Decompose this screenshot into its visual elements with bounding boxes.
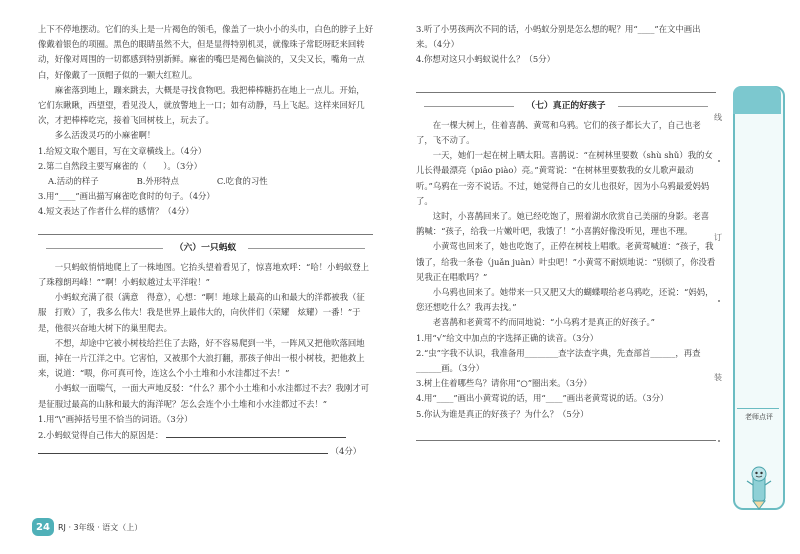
binding-label: 装	[714, 373, 722, 382]
question-2-options	[38, 174, 373, 189]
section-7-paragraph: 这时，小喜鹊回来了。她已经吃饱了，照着湖水欣赏自己美丽的身影。老喜鹊喊：“孩子，给我一片嫩叶吧，我饿了！”小喜鹊好像没听见，理也不理。	[416, 211, 710, 237]
section-7-question-5: 5.你认为谁是真正的好孩子？为什么？（5分）	[416, 408, 589, 419]
section-7-title: （七）真正的好孩子	[416, 99, 716, 114]
option-a: A.活动的样子	[48, 176, 99, 187]
section-6-question-2-cont: （4分）	[38, 443, 373, 459]
section-6-paragraph: 一只蚂蚁悄悄地爬上了一株地图。它抬头望着看见了，惊喜地欢呼：“哈！小蚂蚁登上了珠穆朗玛峰！”“啊！小蚂蚁越过太平洋啦！”	[38, 261, 369, 288]
option-c: C.吃食的习性	[216, 176, 268, 187]
section-6-question-1: 1.用“\”画掉括号里不恰当的词语。（3分）	[38, 413, 193, 424]
section-7-question-2: 2.“虫”字我不认识，我准备用________查字法查字典，先查部首______，再查______画。（3分）	[416, 347, 701, 374]
binding-dot	[718, 440, 720, 442]
binding-label: 线	[714, 113, 722, 122]
footer-grade-label: RJ · 3年级 · 语文（上）	[58, 522, 143, 532]
right-column	[416, 22, 716, 443]
option-b: B.外形特点	[136, 176, 179, 187]
story-paragraph: 多么活泼灵巧的小麻雀啊！	[54, 130, 156, 141]
title-rule-left	[424, 106, 514, 107]
section-7-question-3: 3.树上住着哪些鸟？请你用“○”圈出来。（3分）	[416, 378, 592, 389]
teacher-comment-panel[interactable]	[733, 86, 785, 510]
teacher-comment-label: 老师点评	[745, 413, 773, 421]
section-6-paragraph: 小蚂蚁充满了很（满意 得意），心想：“啊！地球上最高的山和最大的洋都被我（征服 打败）了，我多么伟大！我是世界上最伟大的，向伙伴们（荣耀 炫耀）一番！”于是，他很兴奋地大树下的巢里爬去。	[38, 292, 365, 333]
title-rule-left	[46, 248, 163, 249]
question-4: 4.短文表达了作者什么样的感情？（4分）	[38, 206, 194, 217]
title-rule-right	[248, 248, 365, 249]
section-6-paragraph: 小蚂蚁一面喘气，一面大声地反驳：“什么？那个小土堆和小水洼都过不去？我刚才可是征服过最高的山脉和最大的海洋呢？怎么会连个小土堆和小水洼都过不去！”	[38, 383, 369, 409]
story-paragraph: 上下不停地摆动。它们的头上是一片褐色的领毛，像盖了一块小小的头巾，白色的脖子上好像戴着银色的项圈。黑色的眼睛虽然不大，但是显得特别机灵，就像珠子常眨呀眨来回转动，好像对周围的一切都感到特别新鲜。麻雀的嘴巴是褐色偏淡的，又尖又长，嘴角一点白，好像戴了一顶帽子似的一颗大红粒儿。	[38, 24, 373, 80]
answer-blank[interactable]	[166, 427, 346, 438]
answer-line[interactable]	[416, 78, 716, 93]
section-6-title: （六）一只蚂蚁	[38, 241, 373, 256]
answer-line[interactable]	[38, 220, 373, 235]
section-6-question-2: 2.小蚂蚁觉得自己伟大的原因是：	[38, 427, 373, 443]
teacher-comment-divider	[737, 408, 779, 409]
section-7-question-4: 4.用“____”画出小黄莺说的话，用“____”画出老黄莺说的话。（3分）	[416, 393, 669, 404]
section-7-paragraph: 在一棵大树上，住着喜鹊、黄莺和乌鸦。它们的孩子都长大了，自己也老了，飞不动了。	[416, 119, 701, 146]
section-7-paragraph: 老喜鹊和老黄莺不约而同地说：“小乌鸦才是真正的好孩子。”	[432, 317, 655, 328]
binding-label: 订	[714, 233, 722, 242]
section-7-paragraph: 一天，她们一起在树上晒太阳。喜鹊说：“在树林里要数（shù shǔ）我的女儿长得最漂亮（piāo piào）亮。”黄莺说：“在树林里要数我的女儿歌声最动听。”乌鸦在一旁不说话。不过，她觉得自己的女儿也很好，因为小乌鸦最爱妈妈了。	[416, 150, 713, 206]
answer-line[interactable]	[416, 426, 716, 441]
pencil-mascot-icon	[744, 465, 774, 511]
story-paragraph: 麻雀落到地上，蹦来跳去，大概是寻找食物吧。我把棒棒糖扔在地上一点儿。开始，它们东瞅瞅，西望望，看见没人，就放警地上一口；如有动静，马上飞起。这样来回好几次，才把棒棒吃完，接着飞回树枝上，玩去了。	[38, 84, 365, 126]
binding-dot	[718, 160, 720, 162]
section-7-question-1: 1.用“√”给文中加点的字选择正确的读音。（3分）	[416, 332, 599, 343]
left-column	[38, 22, 373, 459]
question-1: 1.给短文取个题目，写在文章横线上。（4分）	[38, 145, 207, 156]
question-3: 3.用“____”画出描写麻雀吃食时的句子。（4分）	[38, 191, 215, 202]
page-number: 24	[32, 518, 54, 536]
section-6-question-4: 4.你想对这只小蚂蚁说什么？（5分）	[416, 54, 555, 65]
teacher-comment-tab	[733, 86, 781, 114]
title-rule-right	[618, 106, 708, 107]
page-footer	[32, 518, 142, 536]
section-7-paragraph: 小黄莺也回来了，她也吃饱了，正停在树枝上唱歌。老黄莺喊道：“孩子，我饿了，给我一条卷（juǎn juàn）叶虫吧！”小黄莺不耐烦地说：“别烦了，你没看见我正在唱歌吗？”	[416, 241, 716, 282]
question-2: 2.第二自然段主要写麻雀的（ ）。（3分）	[38, 160, 203, 171]
answer-blank[interactable]	[38, 443, 328, 454]
section-6-question-3: 3.听了小男孩两次不同的话，小蚂蚁分别是怎么想的呢？用“____”在文中画出来。（4分）	[416, 24, 701, 50]
binding-dot	[718, 300, 720, 302]
section-7-paragraph: 小乌鸦也回来了。她带来一只又肥又大的蝴蝶喂给老乌鸦吃，还说：“妈妈，您还想吃什么？我再去找。”	[416, 287, 714, 313]
section-6-paragraph: 不想，却途中它被小树枝给拦住了去路，好不容易爬到一半，一阵风又把他吹落回地面，掉在一片江洋之中。它害怕，又被那个大浪打翻，那孩子伸出一根小树枝，把他救上来，说道：“喂，你可真可怜，连这么个小土堆和小水洼都过不去！”	[38, 337, 365, 379]
